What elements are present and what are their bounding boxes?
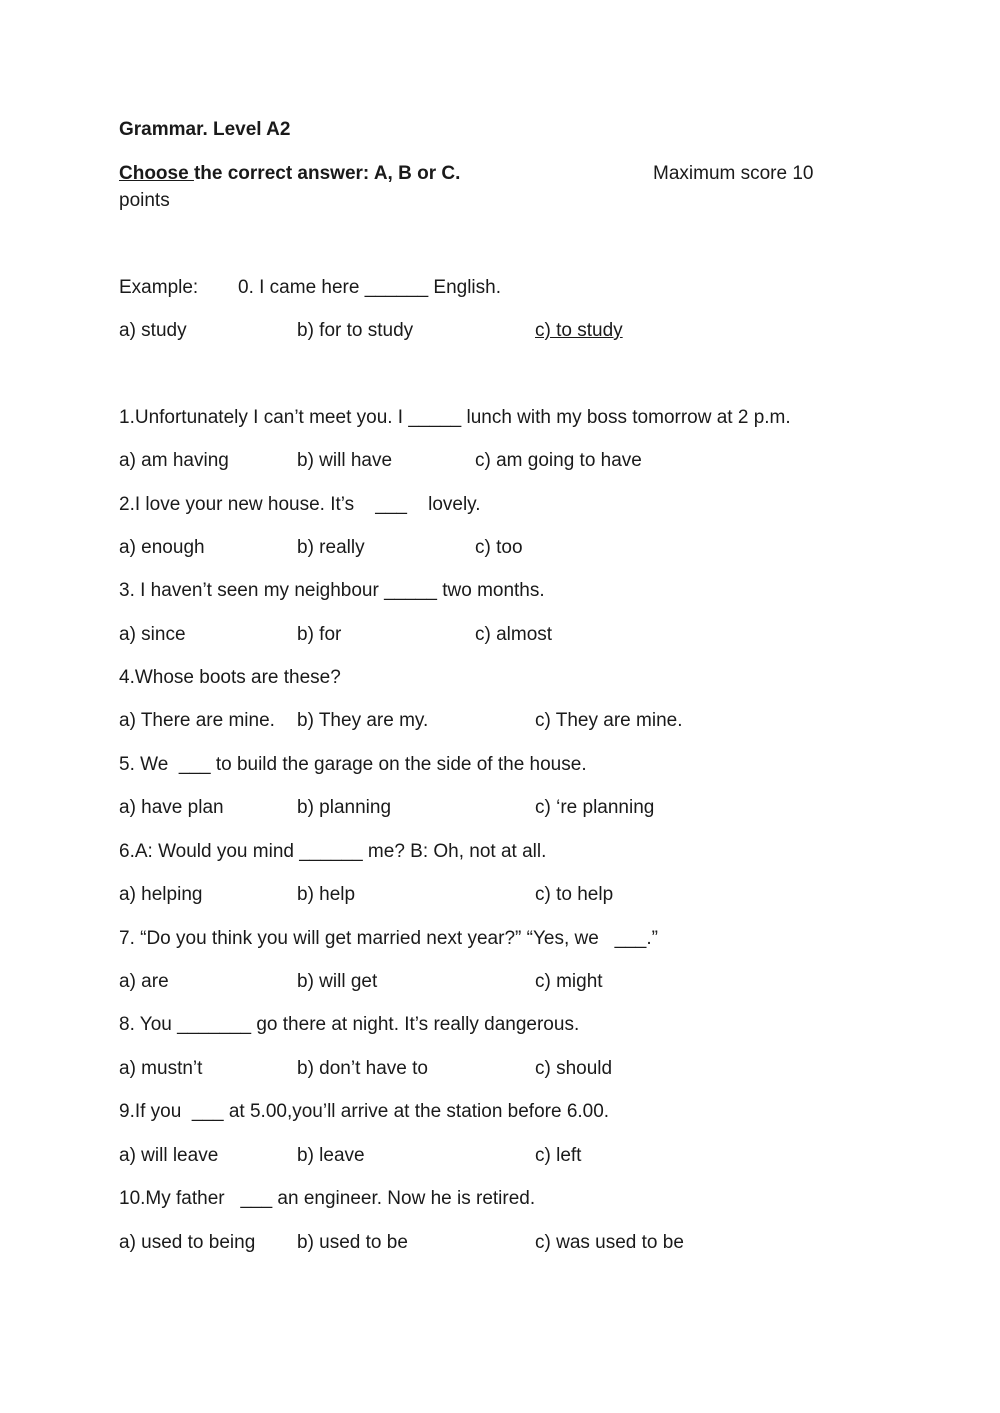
question-9-option-b[interactable]: b) leave (297, 1145, 365, 1166)
question-9-option-c[interactable]: c) left (535, 1145, 582, 1166)
question-7-option-c[interactable]: c) might (535, 971, 603, 992)
question-3-option-b[interactable]: b) for (297, 624, 342, 645)
instruction-choose: Choose (119, 163, 194, 184)
question-3: 3. I haven’t seen my neighbour _____ two months. (119, 580, 545, 601)
question-4-option-b[interactable]: b) They are my. (297, 710, 429, 731)
question-4-option-a[interactable]: a) There are mine. (119, 710, 275, 731)
question-7: 7. “Do you think you will get married next year?” “Yes, we ___.” (119, 928, 658, 949)
example-option-b: b) for to study (297, 320, 414, 341)
question-2-option-a[interactable]: a) enough (119, 537, 205, 558)
question-3-option-c[interactable]: c) almost (475, 624, 553, 645)
question-1: 1.Unfortunately I can’t meet you. I _____ lunch with my boss tomorrow at 2 p.m. (119, 407, 791, 428)
question-2-option-b[interactable]: b) really (297, 537, 365, 558)
instruction-rest: the correct answer: A, B or C. (193, 163, 461, 184)
instruction-line (119, 163, 460, 185)
question-1-option-a[interactable]: a) am having (119, 450, 229, 471)
question-9: 9.If you ___ at 5.00,you’ll arrive at the station before 6.00. (119, 1101, 610, 1122)
question-7-option-a[interactable]: a) are (119, 971, 169, 992)
question-8-option-c[interactable]: c) should (535, 1058, 613, 1079)
question-10-option-a[interactable]: a) used to being (119, 1232, 256, 1253)
question-6-option-a[interactable]: a) helping (119, 884, 203, 905)
question-5-option-b[interactable]: b) planning (297, 797, 392, 818)
example-label: Example: (119, 277, 199, 298)
example-option-a: a) study (119, 320, 187, 341)
question-9-option-a[interactable]: a) will leave (119, 1145, 219, 1166)
question-10: 10.My father ___ an engineer. Now he is retired. (119, 1188, 536, 1209)
example-question: 0. I came here ______ English. (238, 277, 502, 298)
question-2: 2.I love your new house. It’s ___ lovely. (119, 494, 481, 515)
question-1-option-c[interactable]: c) am going to have (475, 450, 642, 471)
question-3-option-a[interactable]: a) since (119, 624, 186, 645)
question-4: 4.Whose boots are these? (119, 667, 341, 688)
question-6-option-c[interactable]: c) to help (535, 884, 614, 905)
question-5: 5. We ___ to build the garage on the side of the house. (119, 754, 587, 775)
question-5-option-a[interactable]: a) have plan (119, 797, 224, 818)
question-8-option-a[interactable]: a) mustn’t (119, 1058, 203, 1079)
max-score: Maximum score 10 (653, 163, 814, 184)
question-10-option-c[interactable]: c) was used to be (535, 1232, 684, 1253)
question-7-option-b[interactable]: b) will get (297, 971, 378, 992)
question-8: 8. You _______ go there at night. It’s really dangerous. (119, 1014, 580, 1035)
question-1-option-b[interactable]: b) will have (297, 450, 393, 471)
worksheet-title: Grammar. Level A2 (119, 119, 291, 140)
question-8-option-b[interactable]: b) don’t have to (297, 1058, 428, 1079)
example-option-c-answer: c) to study (535, 320, 623, 341)
points-label: points (119, 190, 170, 211)
question-4-option-c[interactable]: c) They are mine. (535, 710, 683, 731)
question-2-option-c[interactable]: c) too (475, 537, 523, 558)
question-6: 6.A: Would you mind ______ me? B: Oh, not at all. (119, 841, 547, 862)
question-6-option-b[interactable]: b) help (297, 884, 356, 905)
question-10-option-b[interactable]: b) used to be (297, 1232, 408, 1253)
question-5-option-c[interactable]: c) ‘re planning (535, 797, 655, 818)
